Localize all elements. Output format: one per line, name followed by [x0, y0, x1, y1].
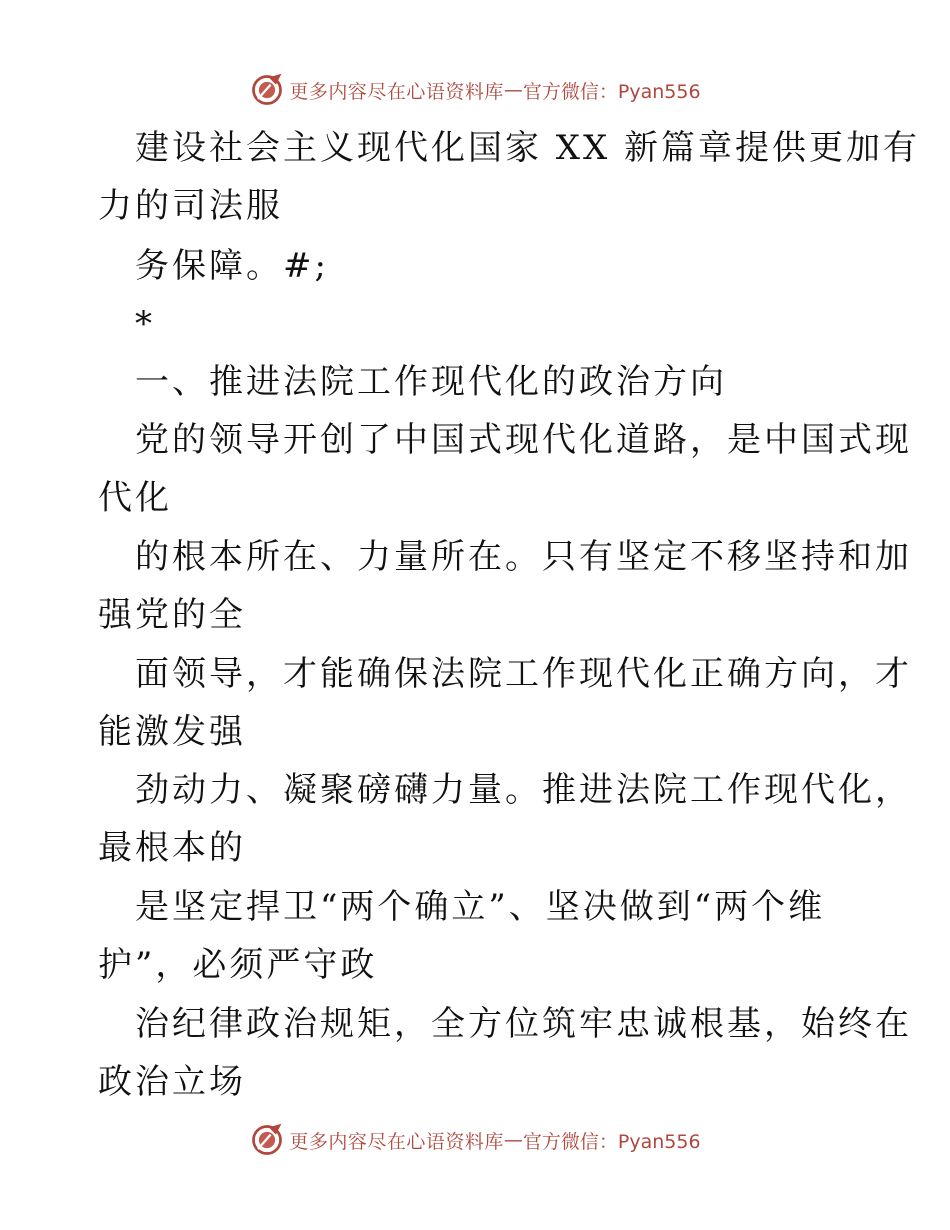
text-line: 是坚定捍卫“两个确立”、坚决做到“两个维 — [135, 887, 826, 927]
pen-logo-icon — [249, 1122, 285, 1158]
text-line: 治纪律政治规矩，全方位筑牢忠诚根基，始终在 — [135, 1004, 912, 1044]
text-line: 党的领导开创了中国式现代化道路，是中国式现 — [135, 420, 912, 460]
footer-watermark — [0, 1120, 950, 1160]
pen-logo-icon — [249, 72, 285, 108]
text-line: 面领导，才能确保法院工作现代化正确方向，才 — [135, 654, 912, 694]
text-line: 最根本的 — [98, 828, 246, 868]
text-line: 护”，必须严守政 — [98, 945, 378, 985]
text-line: 建设社会主义现代化国家 XX 新篇章提供更加有 — [135, 128, 921, 168]
text-line: 务保障。#; — [135, 246, 329, 286]
watermark-main-text: 更多内容尽在心语资料库 — [289, 1130, 504, 1153]
text-line: * — [135, 304, 155, 344]
watermark-wechat-text: 官方微信：Pyan556 — [522, 1130, 701, 1153]
text-line: 代化 — [98, 478, 172, 518]
text-line: 强党的全 — [98, 595, 246, 635]
watermark-main-text: 更多内容尽在心语资料库 — [289, 80, 504, 103]
text-line: 劲动力、凝聚磅礴力量。推进法院工作现代化， — [135, 770, 912, 810]
text-line: 的根本所在、力量所在。只有坚定不移坚持和加 — [135, 537, 912, 577]
section-heading: 一、推进法院工作现代化的政治方向 — [135, 362, 727, 402]
text-line: 力的司法服 — [98, 186, 283, 226]
header-watermark — [0, 70, 950, 110]
watermark-dash: — — [503, 79, 523, 101]
watermark-wechat-text: 官方微信：Pyan556 — [522, 80, 701, 103]
text-line: 政治立场 — [98, 1062, 246, 1102]
watermark-dash: — — [503, 1129, 523, 1151]
text-line: 能激发强 — [98, 712, 246, 752]
